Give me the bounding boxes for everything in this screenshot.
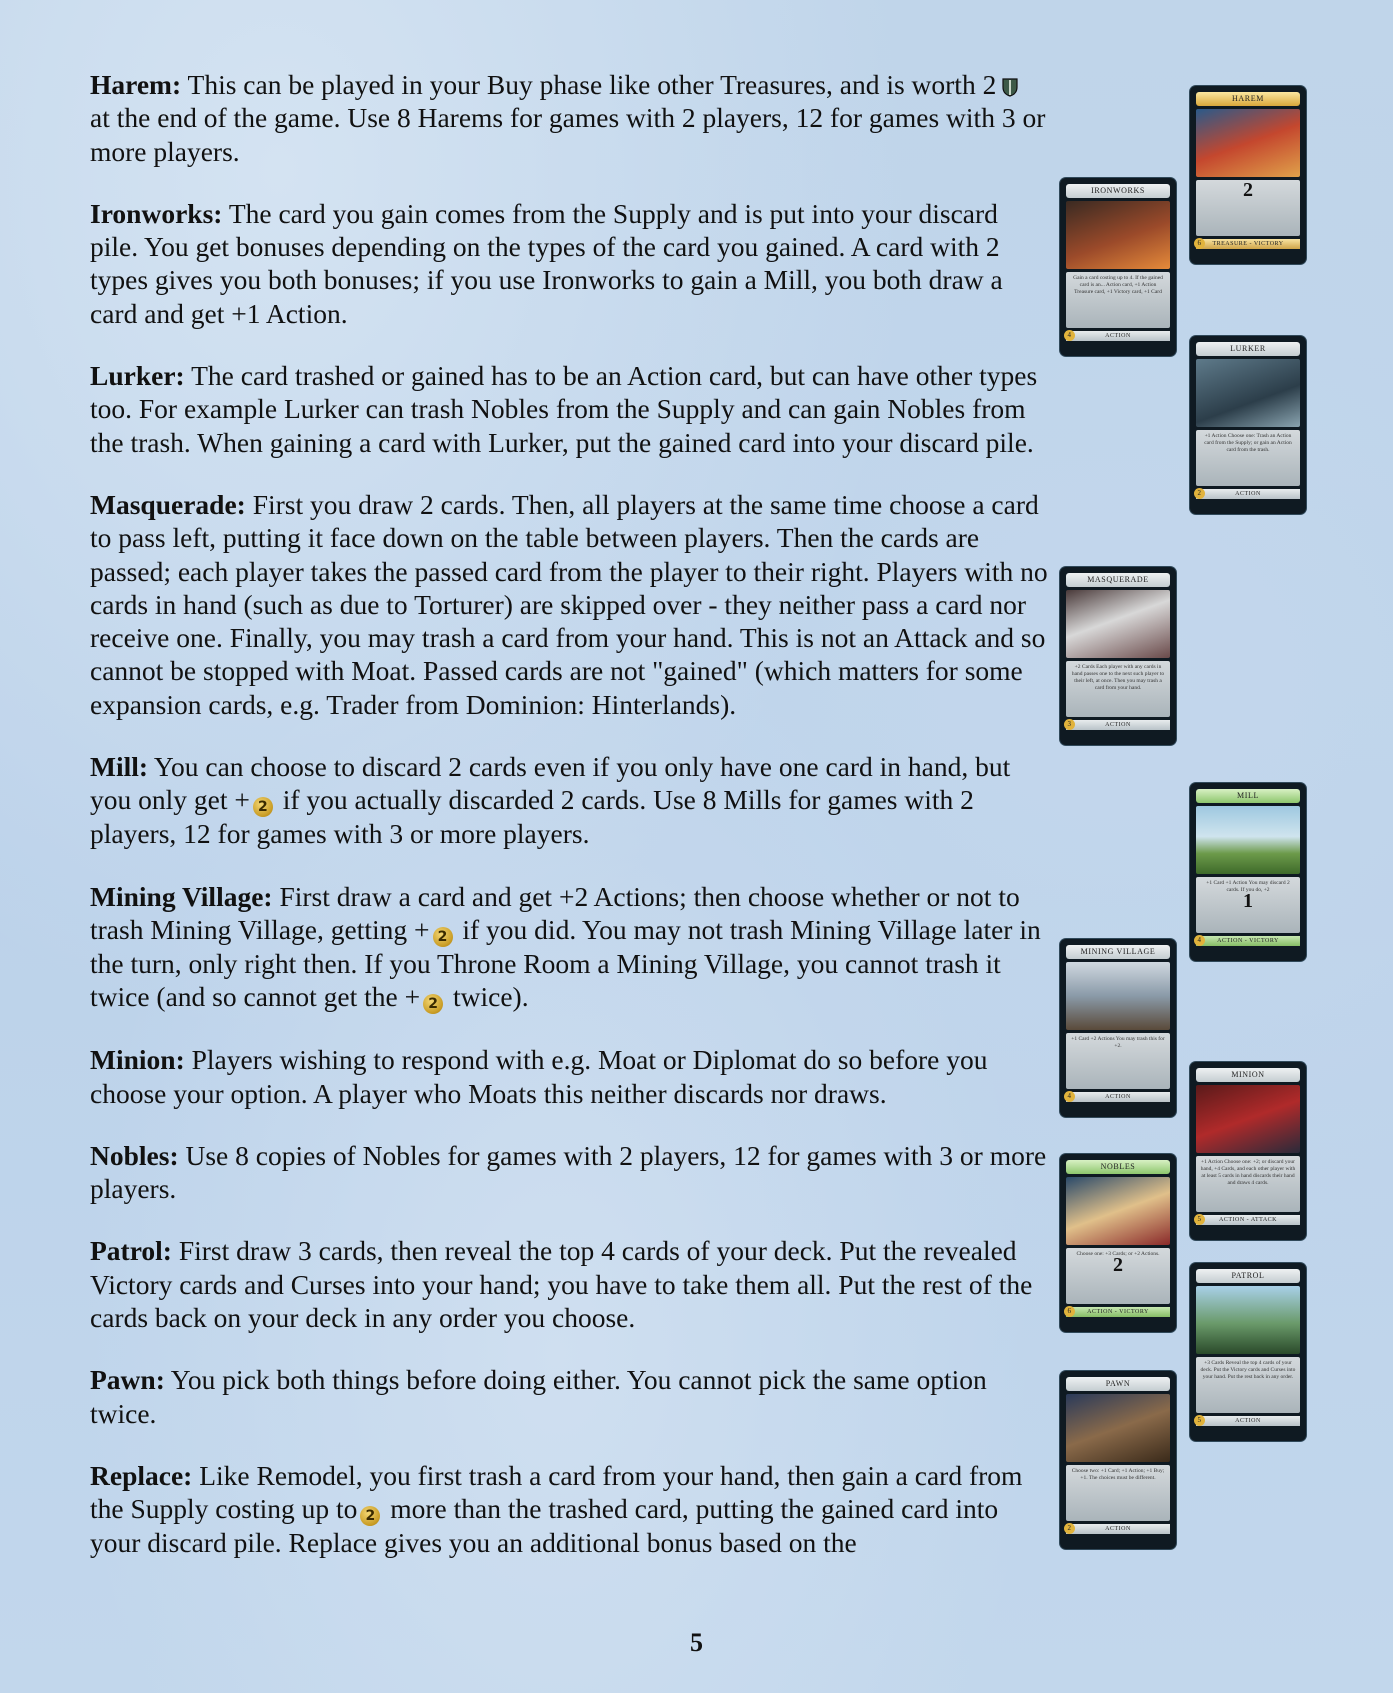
- card-cost: 5: [1194, 1415, 1205, 1426]
- card-type: 2 ACTION: [1066, 1524, 1170, 1534]
- entry-text: First draw a card and get +2 Actions; then choose whether or not to trash Mining Village, getting +: [90, 880, 1020, 945]
- card-body: Choose two: +1 Card; +1 Action; +1 Buy; +1. The choices must be different.: [1066, 1465, 1170, 1521]
- entry-name: Minion:: [90, 1044, 185, 1076]
- card-ironworks: [1060, 178, 1176, 356]
- card-title: MASQUERADE: [1066, 573, 1170, 587]
- entry-text: First you draw 2 cards. Then, all players at the same time choose a card to pass left, putting it face down on the table between players. Then the cards are passed; each player takes the passed card from the player to their right. Players with no cards in hand (such as due to Torturer) are skipped over - they neither pass a card nor receive one. Finally, you may trash a card from your hand. This is not an Attack and so cannot be stopped with Moat. Passed cards are not "gained" (which matters for some expansion cards, e.g. Trader from Dominion: Hinterlands).: [90, 488, 1048, 720]
- entry-name: Ironworks:: [90, 197, 223, 229]
- entry-text: more than the trashed card, putting the gained card into your discard pile. Replace gives you an additional bonus based on the: [90, 1493, 999, 1559]
- card-title: PAWN: [1066, 1377, 1170, 1391]
- card-art: [1196, 109, 1300, 177]
- card-title: MILL: [1196, 789, 1300, 803]
- coin-icon: 2: [433, 927, 453, 947]
- card-cost: 6: [1194, 238, 1205, 249]
- card-title: NOBLES: [1066, 1160, 1170, 1174]
- card-body: Gain a card costing up to 4. If the gained card is an... Action card, +1 Action Treasure card, +1 Victory card, +1 Card: [1066, 272, 1170, 328]
- rules-text-column: [90, 68, 1050, 1589]
- entry-text: if you actually discarded 2 cards. Use 8 Mills for games with 2 players, 12 for games with 3 or more players.: [90, 784, 974, 850]
- card-body: +1 Action Choose one: Trash an Action card from the Supply; or gain an Action card from the trash.: [1196, 430, 1300, 486]
- card-masquerade: [1060, 567, 1176, 745]
- entry-text: at the end of the game. Use 8 Harems for games with 2 players, 12 for games with 3 or more players.: [90, 102, 1046, 167]
- entry-name: Masquerade:: [90, 488, 246, 520]
- entry-name: Pawn:: [90, 1364, 165, 1396]
- card-type: 2 ACTION: [1196, 489, 1300, 499]
- card-title: MINION: [1196, 1068, 1300, 1082]
- entry-ironworks: [90, 197, 1050, 330]
- card-cost: 2: [1194, 488, 1205, 499]
- entry-pawn: [90, 1363, 1050, 1430]
- card-body: Choose one: +3 Cards; or +2 Actions. 2: [1066, 1248, 1170, 1304]
- card-mining-village: [1060, 939, 1176, 1117]
- card-body: +3 Cards Reveal the top 4 cards of your deck. Put the Victory cards and Curses into your hand. Put the rest back in any order.: [1196, 1357, 1300, 1413]
- entry-name: Mill:: [90, 751, 149, 783]
- card-cost: 2: [1064, 1523, 1075, 1534]
- card-cost: 5: [1194, 1214, 1205, 1225]
- entry-name: Replace:: [90, 1459, 193, 1491]
- card-body: +1 Card +1 Action You may discard 2 cards. If you do, +2 1: [1196, 877, 1300, 933]
- card-body: +1 Action Choose one: +2; or discard your hand, +4 Cards, and each other player with at least 5 cards in hand discards their hand and draws 4 cards.: [1196, 1156, 1300, 1212]
- card-art: [1196, 1286, 1300, 1354]
- card-cost: 4: [1064, 330, 1075, 341]
- entry-name: Patrol:: [90, 1235, 172, 1267]
- card-type: 6 TREASURE - VICTORY: [1196, 239, 1300, 249]
- entry-name: Lurker:: [90, 360, 185, 392]
- card-title: MINING VILLAGE: [1066, 945, 1170, 959]
- entry-minion: [90, 1043, 1050, 1110]
- entry-patrol: [90, 1234, 1050, 1334]
- card-cost: 4: [1194, 935, 1205, 946]
- card-type: 6 ACTION - VICTORY: [1066, 1307, 1170, 1317]
- entry-replace: [90, 1459, 1050, 1560]
- entry-text: Like Remodel, you first trash a card from your hand, then gain a card from the Supply costing up to: [90, 1459, 1023, 1525]
- card-harem: [1190, 86, 1306, 264]
- card-vp: 1: [1243, 890, 1253, 912]
- card-cost: 3: [1064, 719, 1075, 730]
- card-art: [1066, 201, 1170, 269]
- card-art: [1066, 962, 1170, 1030]
- card-title: HAREM: [1196, 92, 1300, 106]
- entry-mill: [90, 750, 1050, 851]
- card-cost: 6: [1064, 1306, 1075, 1317]
- entry-masquerade: [90, 488, 1050, 721]
- card-title: IRONWORKS: [1066, 184, 1170, 198]
- entry-text: You can choose to discard 2 cards even if you only have one card in hand, but you only get +: [90, 751, 1011, 816]
- card-art: [1196, 806, 1300, 874]
- card-vp: 2: [1113, 1254, 1123, 1276]
- entry-harem: [90, 68, 1050, 168]
- entry-name: Harem:: [90, 69, 182, 100]
- coin-icon: 2: [253, 797, 273, 817]
- card-art: [1066, 1177, 1170, 1245]
- card-body: [1196, 180, 1300, 236]
- entry-text: Use 8 copies of Nobles for games with 2 players, 12 for games with 3 or more players.: [90, 1139, 1047, 1205]
- card-art: [1196, 359, 1300, 427]
- entry-text: The card trashed or gained has to be an Action card, but can have other types too. For example Lurker can trash Nobles from the Supply and can gain Nobles from the trash. When gaining a card with Lurker, put the gained card into your discard pile.: [90, 360, 1038, 458]
- entry-text: Players wishing to respond with e.g. Moat or Diplomat do so before you choose your option. A player who Moats this neither discards nor draws.: [90, 1044, 988, 1109]
- card-body: +1 Card +2 Actions You may trash this for +2.: [1066, 1033, 1170, 1089]
- card-lurker: [1190, 336, 1306, 514]
- card-title: PATROL: [1196, 1269, 1300, 1283]
- card-nobles: [1060, 1154, 1176, 1332]
- card-cost: 4: [1064, 1091, 1075, 1102]
- entry-lurker: [90, 359, 1050, 459]
- card-mill: [1190, 783, 1306, 961]
- card-art: [1196, 1085, 1300, 1153]
- entry-name: Nobles:: [90, 1139, 179, 1171]
- entry-text: if you did. You may not trash Mining Village later in the turn, only right then. If you Throne Room a Mining Village, you cannot trash it twice (and so cannot get the +: [90, 913, 1041, 1013]
- card-type: 4 ACTION: [1066, 331, 1170, 341]
- entry-text: twice).: [446, 981, 529, 1013]
- card-pawn: [1060, 1371, 1176, 1549]
- card-type: 5 ACTION: [1196, 1416, 1300, 1426]
- card-patrol: [1190, 1263, 1306, 1441]
- entry-text: This can be played in your Buy phase like other Treasures, and is worth 2: [187, 69, 997, 100]
- card-body: +2 Cards Each player with any cards in hand passes one to the next such player to their left, at once. Then you may trash a card from your hand.: [1066, 661, 1170, 717]
- card-title: LURKER: [1196, 342, 1300, 356]
- entry-text: You pick both things before doing either. You cannot pick the same option twice.: [90, 1364, 987, 1429]
- entry-text: The card you gain comes from the Supply and is put into your discard pile. You get bonuses depending on the types of the card you gained. A card with 2 types gives you both bonuses; if you use Ironworks to gain a Mill, you both draw a card and get +1 Action.: [90, 197, 1003, 329]
- coin-icon: 2: [423, 994, 443, 1014]
- card-minion: [1190, 1062, 1306, 1240]
- card-type: 4 ACTION - VICTORY: [1196, 936, 1300, 946]
- coin-icon: 2: [360, 1506, 380, 1526]
- page-number: 5: [690, 1628, 703, 1657]
- entry-text: First draw 3 cards, then reveal the top 4 cards of your deck. Put the revealed Victory cards and Curses into your hand; you have to take them all. Put the rest of the cards back on your deck in any order you choose.: [90, 1235, 1033, 1334]
- entry-name: Mining Village:: [90, 880, 273, 912]
- entry-mining-village: [90, 880, 1050, 1015]
- entry-nobles: [90, 1139, 1050, 1206]
- victory-point-shield-icon: [1002, 78, 1018, 97]
- card-vp: 2: [1243, 180, 1253, 201]
- card-art: [1066, 1394, 1170, 1462]
- card-art: [1066, 590, 1170, 658]
- card-type: 3 ACTION: [1066, 720, 1170, 730]
- card-type: 4 ACTION: [1066, 1092, 1170, 1102]
- card-type: 5 ACTION - ATTACK: [1196, 1215, 1300, 1225]
